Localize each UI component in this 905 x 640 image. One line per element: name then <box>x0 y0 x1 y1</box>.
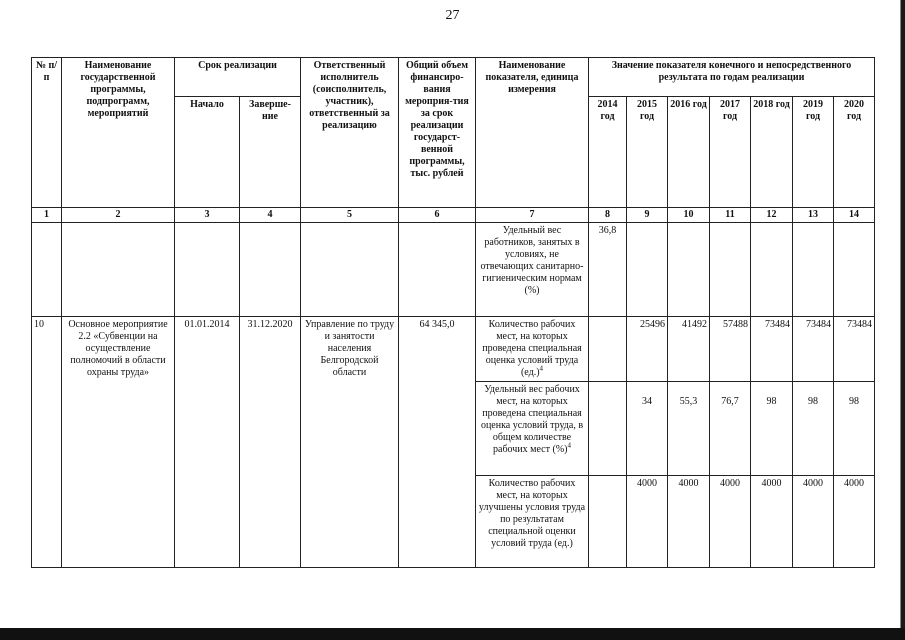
header-indicator: Наименование показателя, единица измерения <box>476 58 589 208</box>
column-number: 1 <box>32 208 62 223</box>
indicator-value: 57488 <box>710 317 751 382</box>
header-period: Срок реализации <box>175 58 301 97</box>
header-year: 2016 год <box>668 97 710 208</box>
header-year: 2014 год <box>589 97 627 208</box>
funding-amount: 64 345,0 <box>399 317 476 568</box>
column-number: 7 <box>476 208 589 223</box>
column-number: 3 <box>175 208 240 223</box>
header-year: 2015 год <box>627 97 668 208</box>
indicator-value: 98 <box>793 382 834 476</box>
indicator-text: Удельный вес рабочих мест, на которых проведена специальная оценка условий труда, в общем количестве рабочих мест (%)$^4$ <box>476 382 589 476</box>
header-start: Начало <box>175 97 240 208</box>
header-row-1 <box>32 58 875 97</box>
indicator-value: 4000 <box>668 476 710 568</box>
indicator-value: 34 <box>627 382 668 476</box>
column-number: 12 <box>751 208 793 223</box>
header-year: 2019 год <box>793 97 834 208</box>
header-values-title: Значение показателя конечного и непосредственного результата по годам реализации <box>589 58 875 97</box>
indicator-value: 4000 <box>627 476 668 568</box>
header-executor: Ответственный исполнитель (соисполнитель, участник), ответственный за реализацию <box>301 58 399 208</box>
indicator-value: 98 <box>834 382 875 476</box>
header-year: 2018 год <box>751 97 793 208</box>
footnote-mark: 4 <box>567 441 571 450</box>
start-date: 01.01.2014 <box>175 317 240 568</box>
header-year: 2017 год <box>710 97 751 208</box>
column-number: 8 <box>589 208 627 223</box>
indicator-value <box>589 382 627 476</box>
footnote-mark: 4 <box>539 364 544 373</box>
indicator-value <box>751 223 793 317</box>
header-year: 2020 год <box>834 97 875 208</box>
indicator-value: 98 <box>751 382 793 476</box>
indicator-value: 4000 <box>793 476 834 568</box>
indicator-text: Удельный вес работников, занятых в условиях, не отвечающих санитарно-гигиеническим нормам (%) <box>476 223 589 317</box>
scan-edge <box>0 628 905 640</box>
page-number: 27 <box>445 8 460 23</box>
column-number: 10 <box>668 208 710 223</box>
indicator-value <box>589 317 627 382</box>
indicator-value: 76,7 <box>710 382 751 476</box>
header-num: № п/п <box>32 58 62 208</box>
scan-edge <box>901 0 905 640</box>
indicator-value: 73484 <box>751 317 793 382</box>
table-row <box>32 317 875 382</box>
indicator-value <box>668 223 710 317</box>
executor: Управление по труду и занятости населения Белгородской области <box>301 317 399 568</box>
column-number: 2 <box>62 208 175 223</box>
indicator-value <box>793 223 834 317</box>
indicator-value: 4000 <box>710 476 751 568</box>
row-number: 10 <box>32 317 62 568</box>
measure-name: Основное мероприятие 2.2 «Субвенции на осуществление полномочий в области охраны труда» <box>62 317 175 568</box>
column-number: 14 <box>834 208 875 223</box>
indicators-table <box>31 57 875 568</box>
indicator-text: Количество рабочих мест, на которых проведена специальная оценка условий труда $(ед.)^4$ <box>476 317 589 382</box>
column-number-row <box>32 208 875 223</box>
header-funding: Общий объем финансиро-вания мероприя-тия за срок реализации государст-венной программы, тыс. рублей <box>399 58 476 208</box>
indicator-text: Количество рабочих мест, на которых улучшены условия труда по результатам специальной оценки условий труда (ед.) <box>476 476 589 568</box>
end-date: 31.12.2020 <box>240 317 301 568</box>
indicator-value <box>627 223 668 317</box>
column-number: 4 <box>240 208 301 223</box>
indicator-value: 55,3 <box>668 382 710 476</box>
indicator-value <box>834 223 875 317</box>
column-number: 5 <box>301 208 399 223</box>
indicator-value: 73484 <box>793 317 834 382</box>
indicator-value: 73484 <box>834 317 875 382</box>
column-number: 9 <box>627 208 668 223</box>
indicator-value: 4000 <box>834 476 875 568</box>
table-row <box>32 223 875 317</box>
column-number: 11 <box>710 208 751 223</box>
indicator-value <box>710 223 751 317</box>
indicator-value <box>589 476 627 568</box>
indicator-value: 41492 <box>668 317 710 382</box>
indicator-value: 25496 <box>627 317 668 382</box>
header-name: Наименование государственной программы, подпрограмм, мероприятий <box>62 58 175 208</box>
column-number: 13 <box>793 208 834 223</box>
indicator-value: 4000 <box>751 476 793 568</box>
column-number: 6 <box>399 208 476 223</box>
indicator-value: 36,8 <box>589 223 627 317</box>
header-end: Заверше-ние <box>240 97 301 208</box>
